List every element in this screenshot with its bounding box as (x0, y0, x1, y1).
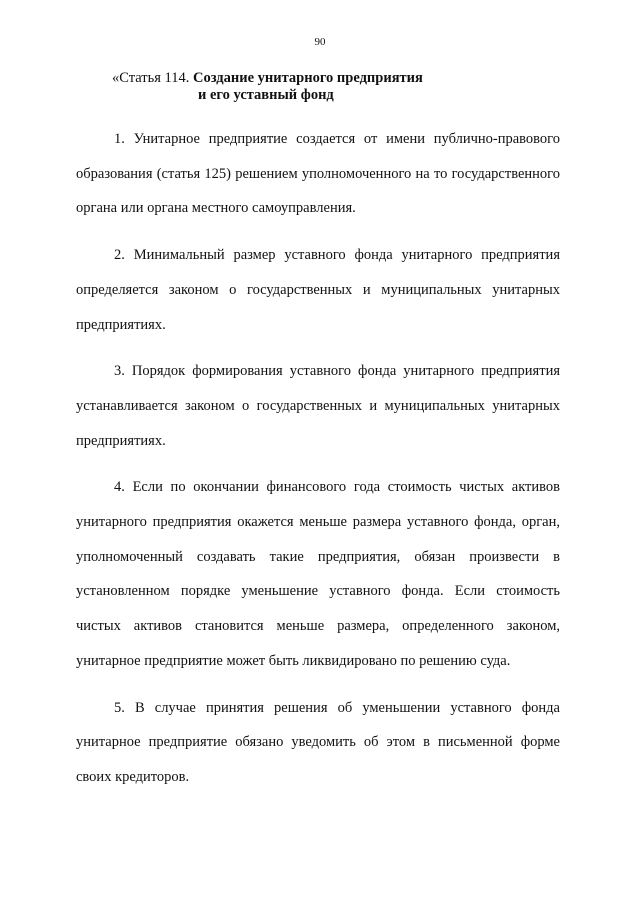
article-heading (112, 70, 552, 104)
article-title-line-1: Создание унитарного предприятия (193, 70, 423, 86)
article-number: «Статья 114. (112, 70, 190, 86)
paragraph-2: 2. Минимальный размер уставного фонда унитарного предприятия определяется законом о государственных и муниципальных унитарных предприятиях. (76, 247, 560, 333)
paragraph-3: 3. Порядок формирования уставного фонда унитарного предприятия устанавливается законом о государственных и муниципальных унитарных предприятиях. (76, 363, 560, 449)
paragraph-5: 5. В случае принятия решения об уменьшении уставного фонда унитарное предприятие обязано уведомить об этом в письменной форме своих кредиторов. (76, 699, 560, 785)
article-title-line-2: и его уставный фонд (198, 87, 334, 103)
paragraph-1: 1. Унитарное предприятие создается от имени публично-правового образования (статья 125) решением уполномоченного на то государственного органа или органа местного самоуправления. (76, 131, 560, 217)
paragraph-4: 4. Если по окончании финансового года стоимость чистых активов унитарного предприятия окажется меньше размера уставного фонда, орган, уполномоченный создавать такие предприятия, обязан произвести в установленном порядке уменьшение уставного фонда. Если стоимость чистых активов становится меньше размера, определенного законом, унитарное предприятие может быть ликвидировано по решению суда. (76, 479, 560, 669)
page-number: 90 (314, 36, 326, 48)
article-body (76, 122, 560, 807)
